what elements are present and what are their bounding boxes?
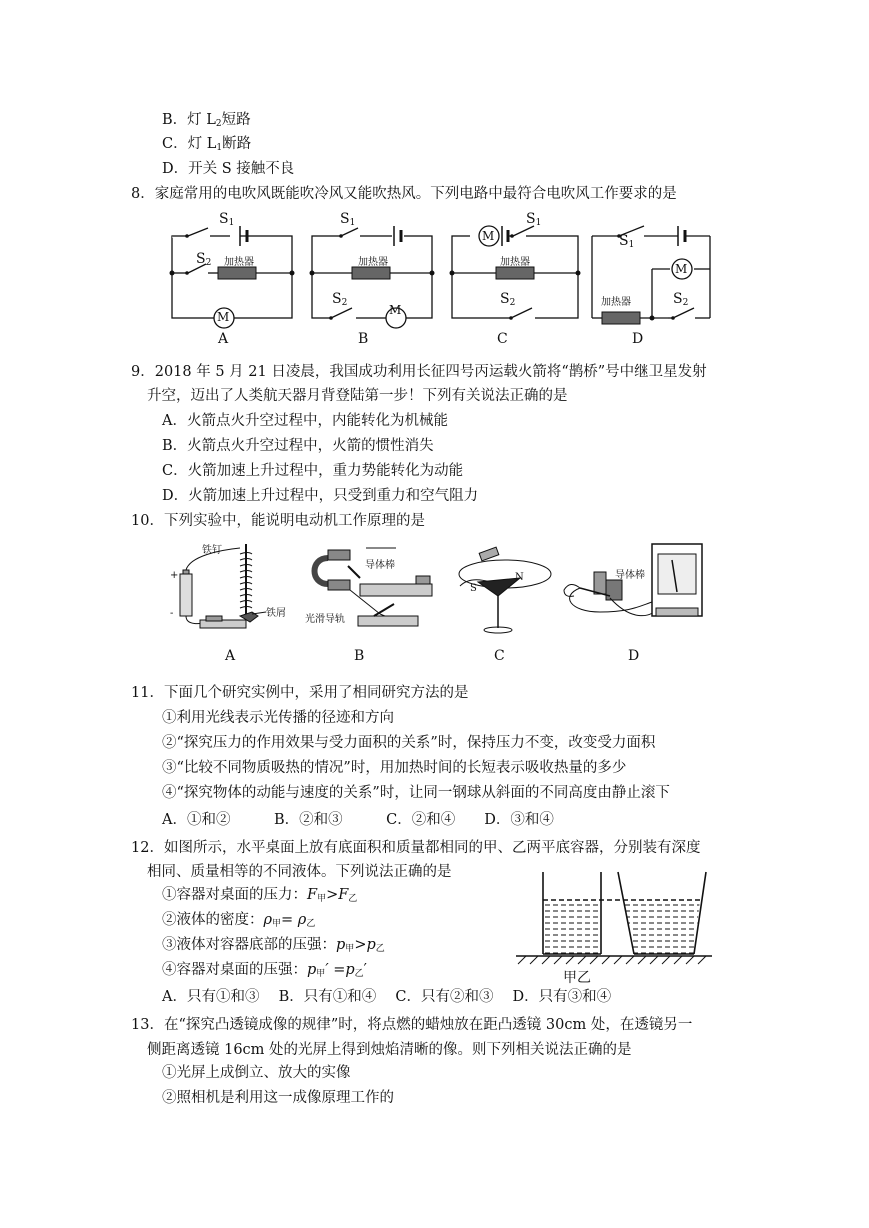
q8-c-heater-label: 加热器 [500,257,530,268]
q9-option-a: A．火箭点火升空过程中，内能转化为机械能 [162,413,448,429]
q12-item-2: ②液体的密度：$\rho_甲= \rho_乙$ [162,912,316,929]
q9-stem-line1: 9．2018 年 5 月 21 日凌晨，我国成功利用长征四号丙运载火箭将“鹊桥”号中继卫星发射 [131,364,707,380]
heater-d [602,312,640,324]
q8-b-s2: $S_2$ [332,291,348,308]
q13-stem-line1: 13．在“探究凸透镜成像的规律”时，将点燃的蜡烛放在距凸透镜 30cm 处，在透镜另一 [131,1017,693,1033]
q12-item-3: ③液体对容器底部的压强：$p_甲>p_乙$ [162,937,385,954]
q11-item-3: ③“比较不同物质吸热的情况”时，用加热时间的长短表示吸收热量的多少 [162,760,627,776]
q8-d-s2: $S_2$ [673,291,689,308]
q8-label-a: A [218,331,229,347]
q10-label-d: D [628,648,640,664]
q8-c-motor-label: M [482,229,495,243]
container-jia [543,872,601,954]
q10-a-plus: + [170,570,179,581]
q8-b-motor-label: M [389,303,402,317]
q10-label-b: B [354,648,365,664]
q8-a-motor-label: M [217,310,230,324]
q10-c-s-label: S [470,583,477,594]
q12-options: A．只有①和③ B．只有①和④ C．只有②和③ D．只有③和④ [162,989,612,1005]
q10-label-a: A [225,648,236,664]
q10-a-nail-label: 铁钉 [202,545,222,556]
q8-label-c: C [497,331,508,347]
q8-a-heater-label: 加热器 [224,257,254,268]
q8-c-s2: $S_2$ [500,291,516,308]
q10-a-filings-label: 铁屑 [266,608,286,619]
q12-item-1: ①容器对桌面的压力：$F_甲>F_乙$ [162,887,358,904]
q12-figure-label: 甲乙 [563,970,591,986]
q8-d-s1: $S_1$ [619,233,635,250]
heater-a [218,267,256,279]
q10-label-c: C [494,648,505,664]
q10-experiment-figures [160,536,720,646]
q12-stem-line2: 相同、质量相等的不同液体。下列说法正确的是 [147,864,452,880]
q11-options: A．①和② B．②和③ C．②和④ D．③和④ [162,812,554,828]
q9-option-d: D．火箭加速上升过程中，只受到重力和空气阻力 [162,488,479,504]
q13-item-2: ②照相机是利用这一成像原理工作的 [162,1090,394,1106]
q7-option-b: B．灯 $L_2$短路 [162,112,251,129]
q11-item-4: ④“探究物体的动能与速度的关系”时，让同一钢球从斜面的不同高度由静止滚下 [162,785,670,801]
q7-option-c: C．灯 $L_1$断路 [162,136,252,153]
q10-b-rod-label: 导体棒 [365,560,395,571]
q9-option-b: B．火箭点火升空过程中，火箭的惯性消失 [162,438,434,454]
q8-d-motor-label: M [675,262,688,276]
heater-c [496,267,534,279]
q9-stem-line2: 升空，迈出了人类航天器月背登陆第一步！下列有关说法正确的是 [147,388,568,404]
q8-a-s1: $S_1$ [219,211,235,228]
q10-c-n-label: N [515,572,524,583]
q8-label-b: B [358,331,369,347]
q12-containers-figure [512,866,717,970]
q7-option-d: D．开关 S 接触不良 [162,161,295,177]
q11-stem: 11．下面几个研究实例中，采用了相同研究方法的是 [131,685,469,701]
q10-b-rail-label: 光滑导轨 [305,614,345,625]
q12-stem-line1: 12．如图所示，水平桌面上放有底面积和质量都相同的甲、乙两平底容器，分别装有深度 [131,840,701,856]
q8-d-heater-label: 加热器 [601,297,631,308]
q9-option-c: C．火箭加速上升过程中，重力势能转化为动能 [162,463,464,479]
q11-item-2: ②“探究压力的作用效果与受力面积的关系”时，保持压力不变，改变受力面积 [162,735,656,751]
q8-label-d: D [632,331,644,347]
figure-a-electromagnet [180,544,266,628]
q8-b-heater-label: 加热器 [358,257,388,268]
q10-stem: 10．下列实验中，能说明电动机工作原理的是 [131,513,425,529]
heater-b [352,267,390,279]
container-yi [618,872,706,954]
q8-a-s2: $S_2$ [196,251,212,268]
q10-d-rod-label: 导体棒 [615,570,645,581]
q8-c-s1: $S_1$ [526,211,542,228]
q8-b-s1: $S_1$ [340,211,356,228]
q13-stem-line2: 侧距离透镜 16cm 处的光屏上得到烛焰清晰的像。则下列相关说法正确的是 [147,1042,632,1058]
q12-item-4: ④容器对桌面的压强：$p_甲' =p_乙'$ [162,962,367,979]
q11-item-1: ①利用光线表示光传播的径迹和方向 [162,710,394,726]
q10-a-minus: - [170,608,174,619]
q13-item-1: ①光屏上成倒立、放大的实像 [162,1065,351,1081]
q8-stem: 8．家庭常用的电吹风既能吹冷风又能吹热风。下列电路中最符合电吹风工作要求的是 [131,186,677,202]
